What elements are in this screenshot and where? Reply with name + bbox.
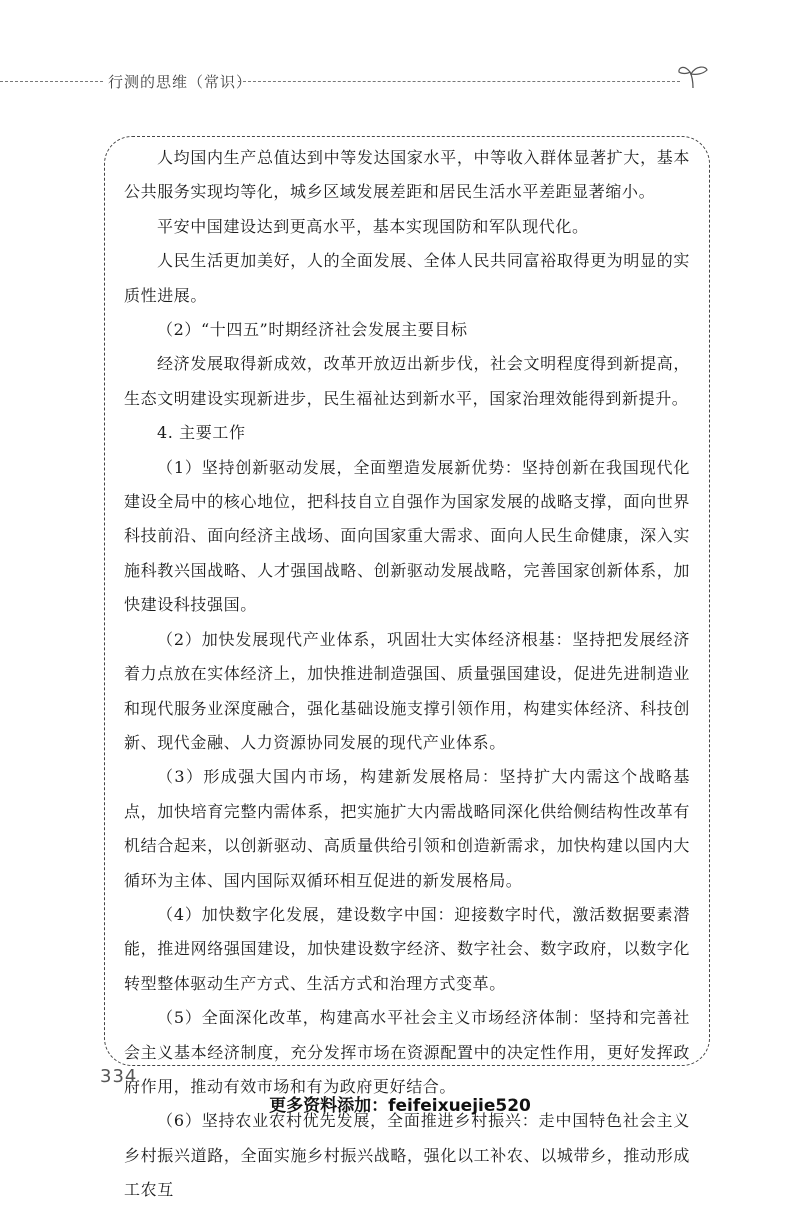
paragraph: 人民生活更加美好，人的全面发展、全体人民共同富裕取得更为明显的实质性进展。 (124, 251, 690, 305)
paragraph: （1）坚持创新驱动发展，全面塑造发展新优势：坚持创新在我国现代化建设全局中的核心地位，把科技自立自强作为国家发展的战略支撑，面向世界科技前沿、面向经济主战场、面向国家重大需求、面向人民生命健康，深入实施科教兴国战略、人才强国战略、创新驱动发展战略，完善国家创新体系，加快建设科技强国。 (124, 457, 690, 615)
paragraph: （5）全面深化改革，构建高水平社会主义市场经济体制：坚持和完善社会主义基本经济制度，充分发挥市场在资源配置中的决定性作用，更好发挥政府作用，推动有效市场和有为政府更好结合。 (124, 1008, 690, 1096)
body-text (124, 141, 690, 1208)
footer-note: 更多资料添加：feifeixuejie520 (269, 1096, 531, 1116)
paragraph: （6）坚持农业农村优先发展，全面推进乡村振兴：走中国特色社会主义乡村振兴道路，全面实施乡村振兴战略，强化以工补农、以城带乡，推动形成工农互 (124, 1111, 690, 1200)
paragraph: 平安中国建设达到更高水平，基本实现国防和军队现代化。 (157, 216, 589, 236)
section-heading: （2）“十四五”时期经济社会发展主要目标 (157, 320, 468, 340)
page-number: 334 (100, 1066, 138, 1087)
paragraph: （2）加快发展现代产业体系，巩固壮大实体经济根基：坚持把发展经济着力点放在实体经济上，加快推进制造强国、质量强国建设，促进先进制造业和现代服务业深度融合，强化基础设施支撑引领作用，构建实体经济、科技创新、现代金融、人力资源协同发展的现代产业体系。 (124, 629, 690, 752)
header-rule-right (238, 81, 680, 82)
running-header-title: 行测的思维（常识） (108, 73, 253, 91)
paragraph: （3）形成强大国内市场，构建新发展格局：坚持扩大内需这个战略基点，加快培育完整内需体系，把实施扩大内需战略同深化供给侧结构性改革有机结合起来，以创新驱动、高质量供给引领和创造新需求，加快构建以国内大循环为主体、国内国际双循环相互促进的新发展格局。 (124, 767, 690, 890)
sprout-icon (676, 62, 710, 90)
paragraph: （4）加快数字化发展，建设数字中国：迎接数字时代，激活数据要素潜能，推进网络强国建设，加快建设数字经济、数字社会、数字政府，以数字化转型整体驱动生产方式、生活方式和治理方式变革。 (124, 904, 690, 993)
header-rule-left (0, 81, 103, 82)
paragraph: 经济发展取得新成效，改革开放迈出新步伐，社会文明程度得到新提高，生态文明建设实现新进步，民生福祉达到新水平，国家治理效能得到新提升。 (124, 354, 690, 408)
section-heading: 4. 主要工作 (157, 423, 246, 443)
paragraph: 人均国内生产总值达到中等发达国家水平，中等收入群体显著扩大，基本公共服务实现均等化，城乡区域发展差距和居民生活水平差距显著缩小。 (124, 148, 690, 202)
